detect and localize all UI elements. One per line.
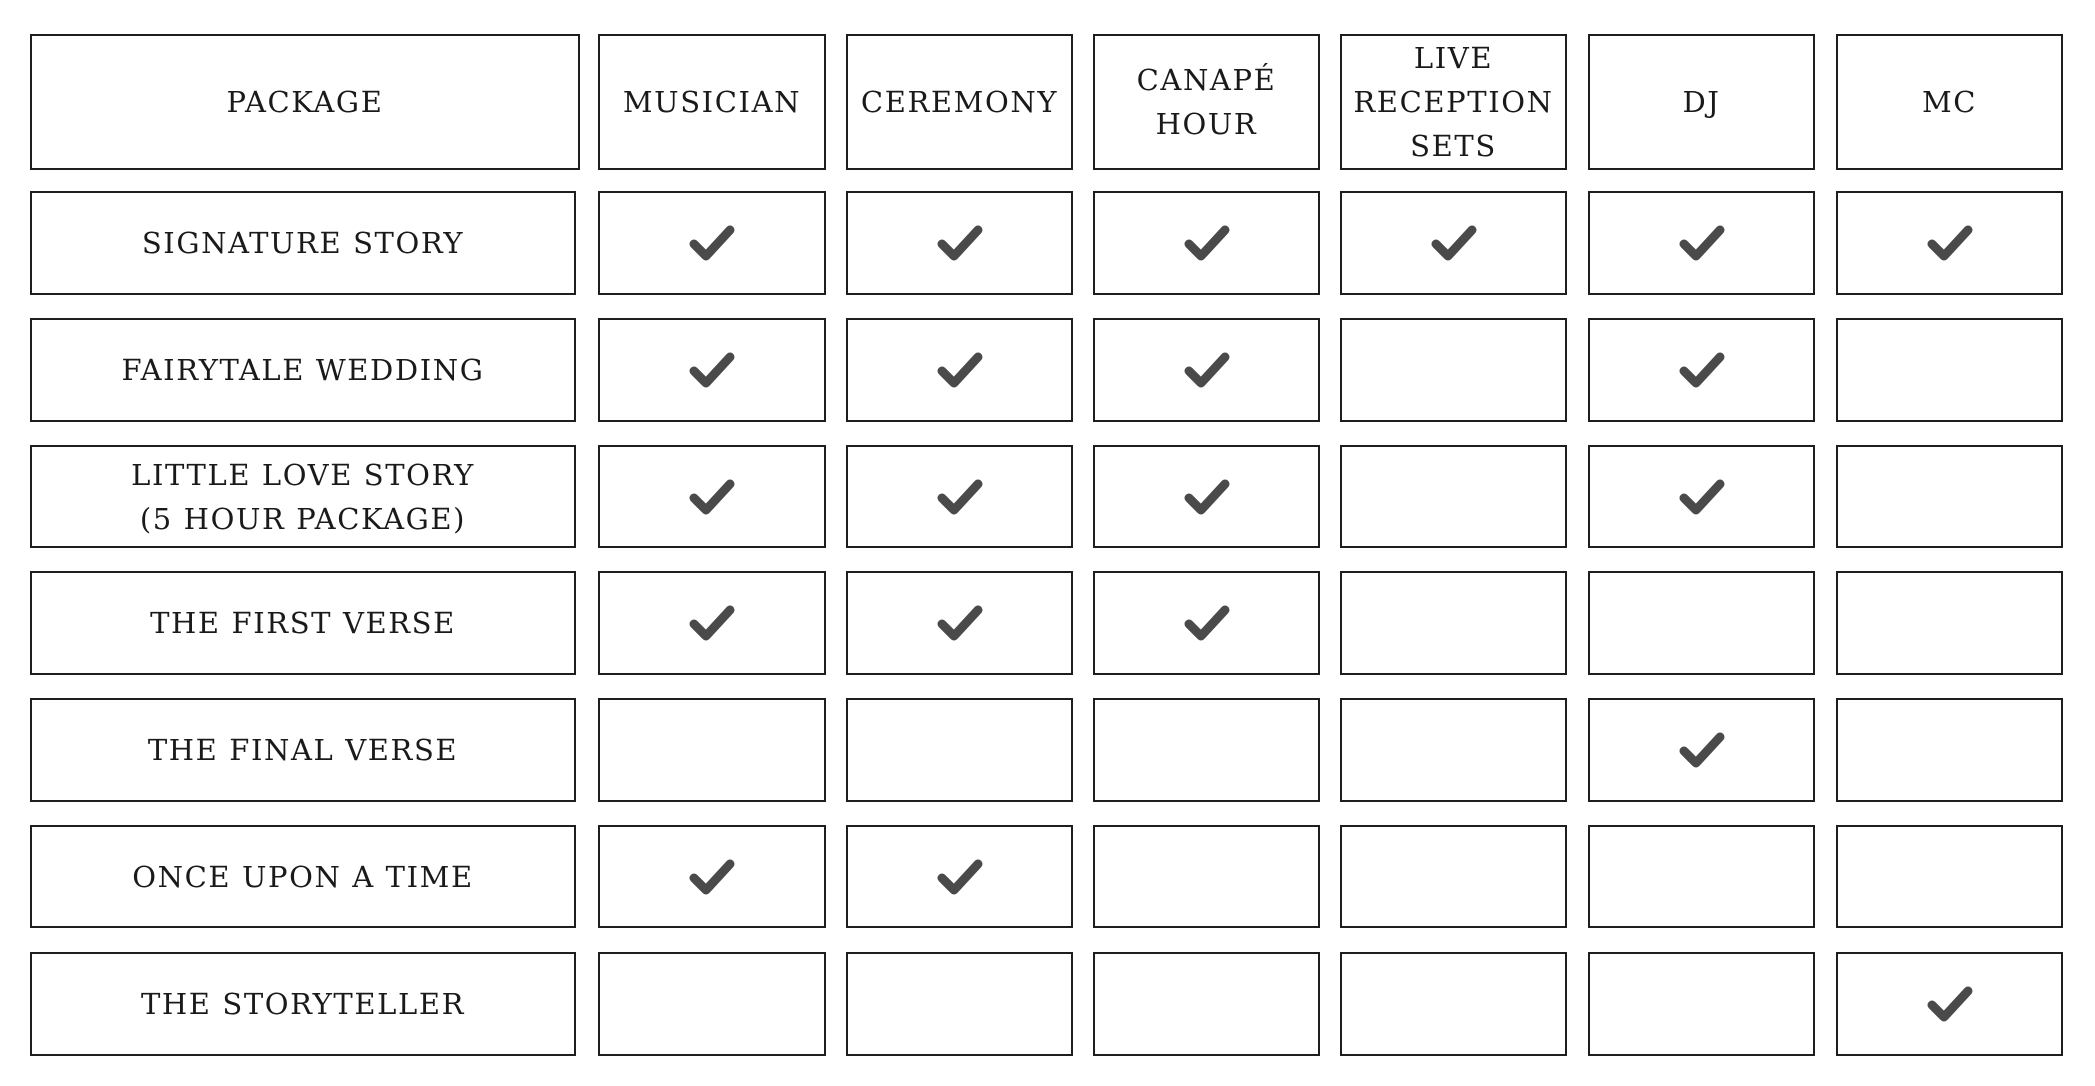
feature-cell-canape-hour	[1093, 698, 1320, 802]
feature-cell-live-reception-sets	[1340, 445, 1567, 548]
package-name: THE FINAL VERSE	[147, 733, 459, 767]
feature-cell-canape-hour	[1093, 825, 1320, 928]
feature-cell-musician	[598, 318, 826, 422]
check-icon	[936, 603, 984, 643]
feature-cell-musician	[598, 571, 826, 675]
feature-cell-musician	[598, 445, 826, 548]
package-name-cell	[30, 825, 576, 928]
feature-cell-live-reception-sets	[1340, 825, 1567, 928]
header-cell-live-reception-sets	[1340, 34, 1567, 170]
check-icon	[1926, 223, 1974, 263]
check-icon	[1183, 477, 1231, 517]
feature-cell-ceremony	[846, 318, 1073, 422]
feature-cell-canape-hour	[1093, 571, 1320, 675]
feature-cell-mc	[1836, 698, 2063, 802]
package-name: SIGNATURE STORY	[141, 226, 465, 260]
feature-cell-dj	[1588, 698, 1815, 802]
feature-cell-live-reception-sets	[1340, 698, 1567, 802]
check-icon	[1678, 223, 1726, 263]
feature-cell-dj	[1588, 445, 1815, 548]
feature-cell-dj	[1588, 191, 1815, 295]
feature-cell-canape-hour	[1093, 318, 1320, 422]
header-label-canape-hour: CANAPÉ HOUR	[1136, 63, 1277, 141]
feature-cell-mc	[1836, 952, 2063, 1056]
check-icon	[936, 477, 984, 517]
check-icon	[1430, 223, 1478, 263]
check-icon	[1678, 730, 1726, 770]
package-name: THE STORYTELLER	[140, 987, 466, 1021]
feature-cell-canape-hour	[1093, 445, 1320, 548]
feature-cell-live-reception-sets	[1340, 952, 1567, 1056]
feature-cell-musician	[598, 825, 826, 928]
feature-cell-ceremony	[846, 445, 1073, 548]
header-label-mc: MC	[1921, 85, 1978, 119]
feature-cell-ceremony	[846, 571, 1073, 675]
package-name: THE FIRST VERSE	[150, 606, 456, 640]
check-icon	[1678, 350, 1726, 390]
check-icon	[1926, 984, 1974, 1024]
header-cell-package	[30, 34, 580, 170]
check-icon	[688, 477, 736, 517]
check-icon	[1183, 350, 1231, 390]
package-name-cell	[30, 191, 576, 295]
header-label-musician: MUSICIAN	[622, 85, 802, 119]
package-name-cell	[30, 952, 576, 1056]
feature-cell-ceremony	[846, 952, 1073, 1056]
header-cell-ceremony	[846, 34, 1073, 170]
feature-cell-mc	[1836, 825, 2063, 928]
feature-cell-ceremony	[846, 191, 1073, 295]
feature-cell-dj	[1588, 571, 1815, 675]
package-name: FAIRYTALE WEDDING	[121, 353, 485, 387]
check-icon	[688, 350, 736, 390]
feature-cell-live-reception-sets	[1340, 571, 1567, 675]
feature-cell-musician	[598, 191, 826, 295]
feature-cell-dj	[1588, 825, 1815, 928]
check-icon	[1678, 477, 1726, 517]
feature-cell-dj	[1588, 318, 1815, 422]
feature-cell-mc	[1836, 445, 2063, 548]
header-label-dj: DJ	[1682, 85, 1721, 119]
header-cell-canape-hour	[1093, 34, 1320, 170]
package-name-cell	[30, 698, 576, 802]
check-icon	[936, 857, 984, 897]
header-label-live-reception-sets: LIVE RECEPTION SETS	[1353, 41, 1554, 163]
feature-cell-canape-hour	[1093, 191, 1320, 295]
feature-cell-musician	[598, 952, 826, 1056]
header-cell-dj	[1588, 34, 1815, 170]
package-name-cell	[30, 445, 576, 548]
check-icon	[1183, 223, 1231, 263]
header-label-ceremony: CEREMONY	[860, 85, 1059, 119]
check-icon	[688, 857, 736, 897]
check-icon	[688, 603, 736, 643]
feature-cell-ceremony	[846, 698, 1073, 802]
header-cell-musician	[598, 34, 826, 170]
header-cell-mc	[1836, 34, 2063, 170]
feature-cell-live-reception-sets	[1340, 318, 1567, 422]
check-icon	[936, 223, 984, 263]
check-icon	[1183, 603, 1231, 643]
package-name-cell	[30, 571, 576, 675]
feature-cell-mc	[1836, 191, 2063, 295]
feature-cell-dj	[1588, 952, 1815, 1056]
header-label-package: PACKAGE	[226, 85, 384, 119]
feature-cell-mc	[1836, 571, 2063, 675]
feature-cell-canape-hour	[1093, 952, 1320, 1056]
feature-cell-musician	[598, 698, 826, 802]
package-name-cell	[30, 318, 576, 422]
package-name: LITTLE LOVE STORY (5 HOUR PACKAGE)	[131, 457, 475, 536]
feature-cell-live-reception-sets	[1340, 191, 1567, 295]
feature-cell-mc	[1836, 318, 2063, 422]
feature-cell-ceremony	[846, 825, 1073, 928]
package-name: ONCE UPON A TIME	[132, 859, 474, 894]
check-icon	[936, 350, 984, 390]
check-icon	[688, 223, 736, 263]
